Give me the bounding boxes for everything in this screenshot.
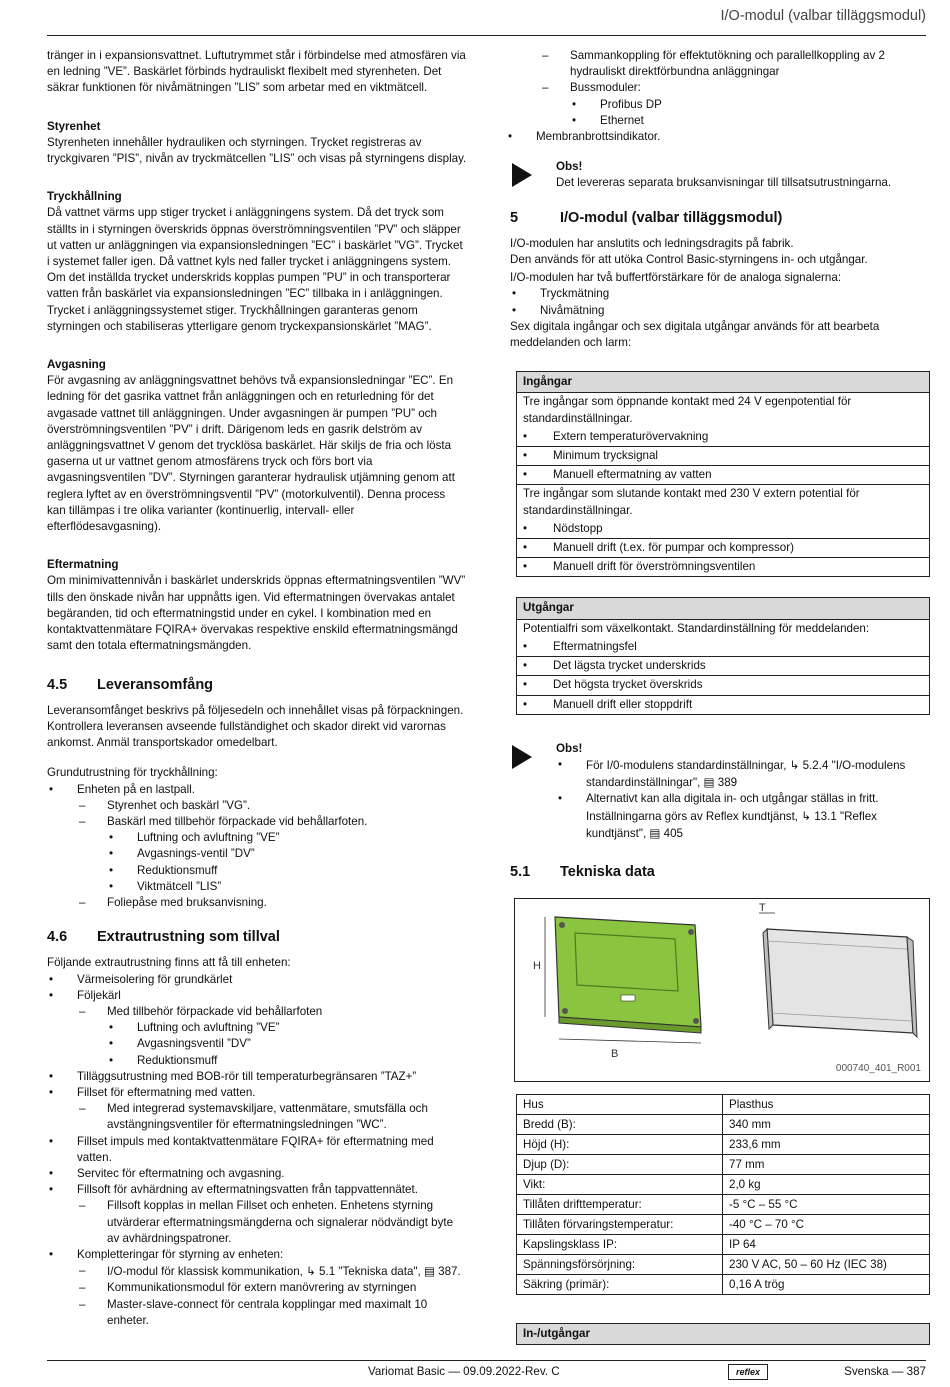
inputs-box	[516, 371, 930, 577]
list-item: • Ethernet	[510, 113, 930, 129]
list-item: • Värmeisolering för grundkärlet	[47, 972, 467, 988]
section-number: 4.5	[47, 676, 68, 693]
spec-value: 0,16 A trög	[723, 1275, 930, 1295]
continued-list	[510, 48, 930, 145]
spec-label: Tillåten drifttemperatur:	[517, 1195, 723, 1215]
io-heading: In-/utgångar	[516, 1323, 930, 1345]
spec-value: 230 V AC, 50 – 60 Hz (IEC 38)	[723, 1255, 930, 1275]
list-item: • Reduktionsmuff	[47, 1053, 467, 1069]
section-number: 5	[510, 209, 519, 226]
box-row: Potentialfri som växelkontakt. Standardinställning för meddelanden:	[523, 621, 870, 635]
left-column	[47, 48, 467, 1329]
para: Den används för att utöka Control Basic-styrningens in- och utgångar.	[510, 253, 868, 267]
note-text: Det levereras separata bruksanvisningar till tillsatsutrustningarna.	[556, 176, 892, 190]
extra-list	[47, 972, 467, 1329]
list-item: • Enheten på en lastpall.	[47, 782, 467, 798]
spec-row	[517, 1175, 930, 1195]
box-bullet: • Manuell eftermatning av vatten	[517, 466, 929, 485]
list-item: • Avgasningsventil ”DV”	[47, 1036, 467, 1052]
label-b: B	[611, 1048, 619, 1061]
label-t: T	[759, 902, 766, 915]
intro-paragraph: tränger in i expansionsvattnet. Luftutrymmet står i förbindelse med atmosfären via en ledning ”VE”. Baskärlet förbinds hydrauliskt flexibelt med styrenheten. Det säkrar funktionen för nivåmätningen ”LIS” som arbetar med en viktmätcell.	[47, 49, 466, 95]
link-arrow-icon: ↳	[789, 757, 800, 772]
note-box	[510, 741, 930, 842]
list-item: – Med tillbehör förpackade vid behållarfoten	[47, 1004, 467, 1020]
spec-label: Säkring (primär):	[517, 1275, 723, 1295]
xref-link[interactable]: 5.1 "Tekniska data",	[319, 1265, 424, 1279]
list-item: • Fillset för eftermatning med vatten.	[47, 1085, 467, 1101]
list-item: • Kompletteringar för styrning av enheten:	[47, 1247, 467, 1263]
figure-caption: 000740_401_R001	[835, 1062, 921, 1074]
running-header: I/O-modul (valbar tilläggsmodul)	[720, 8, 926, 24]
inputs-heading: Ingångar	[517, 372, 929, 393]
outputs-box	[516, 597, 930, 714]
note-title: Obs!	[556, 741, 583, 755]
spec-row	[517, 1095, 930, 1115]
spec-value: IP 64	[723, 1235, 930, 1255]
pointer-triangle-icon	[512, 745, 532, 769]
page-ref[interactable]: 387.	[438, 1265, 461, 1279]
note-text: Alternativt kan alla digitala in- och utgångar ställas in fritt. Inställningarna görs av Reflex kundtjänst,	[586, 792, 879, 823]
box-row: Tre ingångar som slutande kontakt med 230 V extern potential för standardinställningar.	[523, 487, 860, 517]
section-title: Tekniska data	[560, 863, 655, 880]
label-h: H	[533, 960, 541, 973]
box-bullet: • Nödstopp	[517, 520, 929, 539]
list-item: – Styrenhet och baskärl ”VG”.	[47, 798, 467, 814]
spec-label: Kapslingsklass IP:	[517, 1235, 723, 1255]
page-ref[interactable]: 405	[663, 826, 683, 840]
section-5-heading	[510, 210, 930, 226]
book-icon: ▤	[703, 775, 715, 790]
box-bullet: • Manuell drift (t.ex. för pumpar och kompressor)	[517, 539, 929, 558]
para: Sex digitala ingångar och sex digitala utgångar används för att bearbeta meddelanden och larm:	[510, 319, 880, 350]
list-item: • Tryckmätning	[510, 286, 930, 302]
spec-value: -40 °C – 70 °C	[723, 1215, 930, 1235]
footer-doc: Variomat Basic — 09.09.2022-Rev. C	[368, 1365, 560, 1378]
spec-label: Spänningsförsörjning:	[517, 1255, 723, 1275]
box-bullet: • Det högsta trycket överskrids	[517, 676, 929, 695]
footer-page: Svenska — 387	[844, 1365, 926, 1378]
note-bullet	[556, 757, 930, 791]
list-item: – Kommunikationsmodul för extern manövrering av styrningen	[47, 1280, 467, 1296]
heading-styrenhet: Styrenhet	[47, 119, 101, 133]
box-bullet: • Extern temperaturövervakning	[517, 428, 929, 447]
list-item: – Fillsoft kopplas in mellan Fillset och enheten. Enhetens styrning utvärderar eftermatningsmängderna och signalerar nödvändigt byte av avhärdningspatroner.	[47, 1198, 467, 1247]
para: I/O-modulen har två buffertförstärkare för de analoga signalerna:	[510, 271, 842, 285]
spec-row	[517, 1135, 930, 1155]
module-figure	[514, 898, 930, 1082]
list-item: • Fillset impuls med kontaktvattenmätare FQIRA+ för eftermatning med vatten.	[47, 1134, 467, 1166]
para: I/O-modulen har anslutits och ledningsdragits på fabrik.	[510, 236, 794, 250]
spec-value: 2,0 kg	[723, 1175, 930, 1195]
note-bullet	[556, 791, 930, 842]
list-item: – Master-slave-connect för centrala kopplingar med maximalt 10 enheter.	[47, 1297, 467, 1329]
heading-tryckhallning: Tryckhållning	[47, 190, 122, 204]
list-item: • Servitec för eftermatning och avgasning.	[47, 1166, 467, 1182]
spec-row	[517, 1195, 930, 1215]
spec-label: Vikt:	[517, 1175, 723, 1195]
list-item: • Luftning och avluftning ”VE”	[47, 830, 467, 846]
box-bullet: • Minimum trycksignal	[517, 447, 929, 466]
para-styrenhet: Styrenheten innehåller hydrauliken och styrningen. Trycket registreras av tryckgivaren ”PIS”, nivån av tryckmätcellen ”LIS” och visas på styrningens display.	[47, 135, 467, 166]
section-title: Leveransomfång	[97, 676, 214, 693]
xref-link[interactable]: 5.2.4 "I/O-modulens standardinställningar",	[586, 758, 906, 790]
spec-row	[517, 1215, 930, 1235]
heading-avgasning: Avgasning	[47, 358, 106, 372]
spec-label: Höjd (H):	[517, 1135, 723, 1155]
link-arrow-icon: ↳	[801, 808, 811, 823]
spec-table	[516, 1094, 930, 1295]
module-illustration	[515, 899, 929, 1081]
section-number: 5.1	[510, 863, 531, 880]
book-icon: ▤	[649, 825, 661, 840]
list-item: • Tilläggsutrustning med BOB-rör till temperaturbegränsaren ”TAZ+”	[47, 1069, 467, 1085]
para-tryckhallning: Då vattnet värms upp stiger trycket i anläggningens system. Då det tryck som ställts in i styrningen överskrids öppnas överströmningsventilen ”PV” och släpper ut vatten ur anläggningen via expansionsledningen ”EC” i baskärlet ”VG”. Trycket i systemet faller igen. Då vattnet kyls ned faller trycket i anläggningens system. Om det inställda trycket underskrids kopplas pumpen ”PU” in och transporterar vatten från baskärlet via expansionsledningen ”EC” tillbaka in i anläggningen. Trycket i anläggningssystemet stiger. Tryckhållningen garanteras genom styrningen och stabiliseras ytterligare genom tryckexpansionskärlet ”MAG”.	[47, 206, 463, 333]
para-avgasning: För avgasning av anläggningsvattnet behövs två expansionsledningar ”EC”. En ledning för det gasrika vattnet från anläggningen och en returledning för det avgasade vattnet till anläggningen. Under avgasningen är pumpen ”PU” och överströmningsventilen ”PV” i drift. Därigenom leds en gasrik delström av anläggningsvattnet V genom det trycklösa baskärlet. Här skiljs de fria och lösta gaserna ut ur vattnet genom atmosfärens tryck och förs bort via avgasningsventilen ”DV”. Styrningen garanterar hydraulisk utjämning genom att reglera lyftet av en överströmningsventil ”PV” (motorkulventil). Denna process kan tillämpas i tre olika varianter (kontinuerlig, intervall- eller efterflödesavgasning).	[47, 374, 455, 534]
list-item: • Avgasnings-ventil ”DV”	[47, 846, 467, 862]
para-eftermatning: Om minimivattennivån i baskärlet underskrids öppnas eftermatningsventilen ”WV” tills den önskade nivån har uppnåtts igen. Vid eftermatningen övervakas antalet begäranden, tid och eftermatningstid under en cykel. I kombination med en kontaktvattenmätare FQIRA+ övervakas respektive enskild eftermatningsmängd samt den totala eftermatningsmängden.	[47, 574, 466, 653]
item-text: I/O-modul för klassisk kommunikation,	[107, 1265, 307, 1279]
list-item: – Foliepåse med bruksanvisning.	[47, 895, 467, 911]
section-4-5-heading	[47, 677, 467, 693]
box-bullet: • Manuell drift för överströmningsventilen	[517, 558, 929, 576]
outputs-heading: Utgångar	[517, 598, 929, 619]
list-item	[47, 1263, 467, 1280]
link-arrow-icon: ↳	[306, 1264, 316, 1279]
footer-rule	[47, 1360, 926, 1361]
spec-value: 77 mm	[723, 1155, 930, 1175]
box-bullet: • Det lägsta trycket underskrids	[517, 657, 929, 676]
list-item: • Reduktionsmuff	[47, 863, 467, 879]
section-title: Extrautrustning som tillval	[97, 929, 280, 946]
list-item: • Följekärl	[47, 988, 467, 1004]
reflex-logo: reflex	[728, 1364, 768, 1380]
note-text: För I/0-modulens standardinställningar,	[586, 758, 790, 772]
box-bullet: • Eftermatningsfel	[517, 638, 929, 657]
list-item: – Bussmoduler:	[510, 80, 930, 96]
pointer-triangle-icon	[512, 163, 532, 187]
spec-label: Tillåten förvaringstemperatur:	[517, 1215, 723, 1235]
note-title: Obs!	[556, 160, 583, 174]
spec-label: Djup (D):	[517, 1155, 723, 1175]
spec-row	[517, 1275, 930, 1295]
spec-value: -5 °C – 55 °C	[723, 1195, 930, 1215]
signal-list	[510, 286, 930, 318]
note-box	[510, 159, 930, 191]
section-4-6-heading	[47, 929, 467, 945]
header-rule	[47, 35, 926, 36]
list-item: – Sammankoppling för effektutökning och parallellkoppling av 2 hydrauliskt direktförbundna anläggningar	[510, 48, 930, 80]
spec-value: 340 mm	[723, 1115, 930, 1135]
section-title: I/O-modul (valbar tilläggsmodul)	[560, 209, 783, 226]
right-column	[510, 48, 930, 1345]
list-item: • Viktmätcell ”LIS”	[47, 879, 467, 895]
list-item: • Membranbrottsindikator.	[506, 129, 930, 145]
list-item: • Nivåmätning	[510, 303, 930, 319]
para-extra: Följande extrautrustning finns att få till enheten:	[47, 956, 291, 970]
spec-row	[517, 1115, 930, 1135]
list-item: • Profibus DP	[510, 97, 930, 113]
list-item: – Baskärl med tillbehör förpackade vid behållarfoten.	[47, 814, 467, 830]
box-row: Tre ingångar som öppnande kontakt med 24 V egenpotential för standardinställningar.	[523, 395, 852, 425]
list-item: • Fillsoft för avhärdning av eftermatningsvatten från tappvattennätet.	[47, 1182, 467, 1198]
spec-row	[517, 1255, 930, 1275]
spec-label: Hus	[517, 1095, 723, 1115]
para-leveransomfang: Leveransomfånget beskrivs på följesedeln och innehållet visas på förpackningen. Kontrollera leveransen avseende fullständighet och skador direkt vid varornas ankomst. Anmäl transportskador omedelbart.	[47, 703, 464, 750]
xref-link[interactable]: 13.1 "Reflex kundtjänst",	[586, 809, 877, 840]
grund-label: Grundutrustning för tryckhållning:	[47, 766, 218, 780]
spec-label: Bredd (B):	[517, 1115, 723, 1135]
section-number: 4.6	[47, 929, 68, 946]
list-item: – Med integrerad systemavskiljare, vattenmätare, smutsfälla och avstängningsventiler för eftermatningsledningen ”WC”.	[47, 1101, 467, 1133]
spec-row	[517, 1235, 930, 1255]
heading-eftermatning: Eftermatning	[47, 558, 119, 572]
book-icon: ▤	[423, 1264, 435, 1279]
spec-row	[517, 1155, 930, 1175]
page-ref[interactable]: 389	[717, 776, 738, 790]
spec-value: Plasthus	[723, 1095, 930, 1115]
spec-value: 233,6 mm	[723, 1135, 930, 1155]
grund-list	[47, 782, 467, 912]
box-bullet: • Manuell drift eller stoppdrift	[517, 696, 929, 714]
list-item: • Luftning och avluftning ”VE”	[47, 1020, 467, 1036]
section-5-1-heading	[510, 864, 930, 880]
